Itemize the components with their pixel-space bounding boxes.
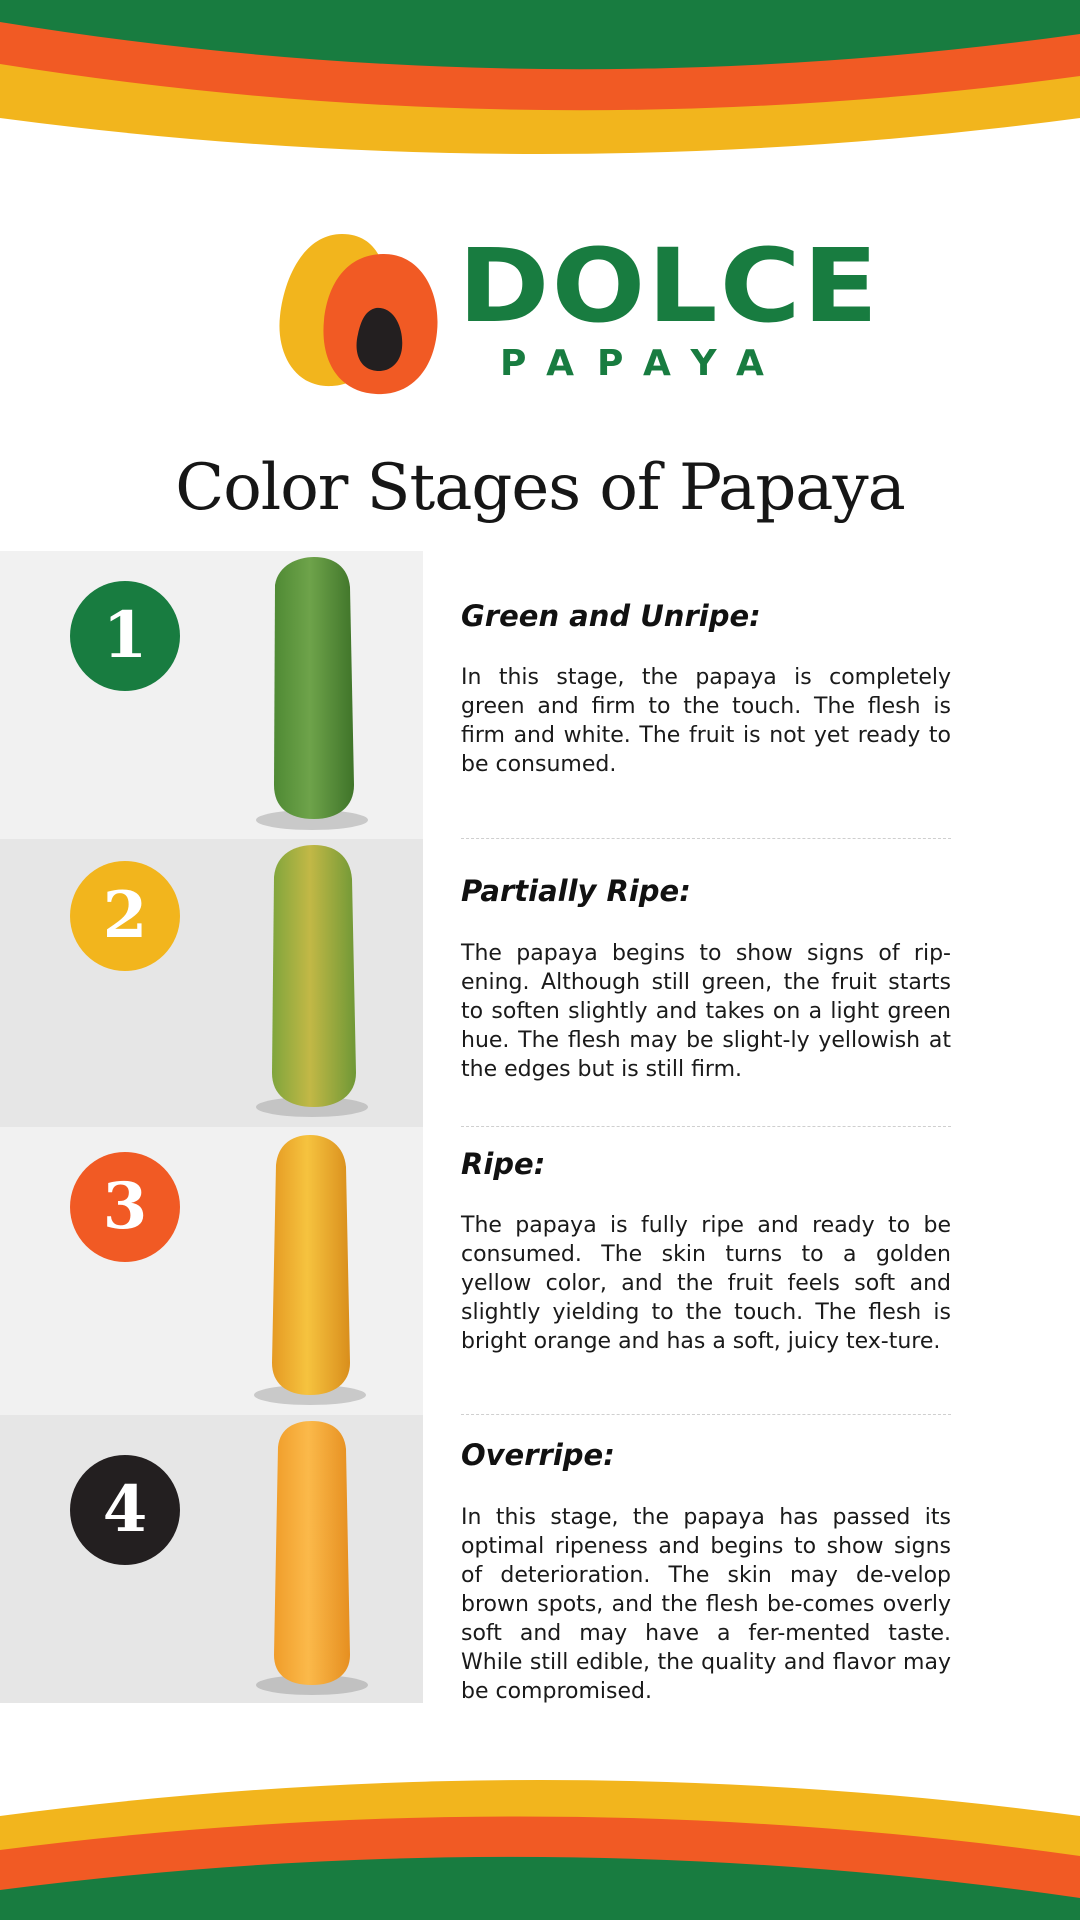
stage-2-title: Partially Ripe:	[461, 874, 691, 908]
page-title: Color Stages of Papaya	[175, 451, 905, 525]
papaya-green-image	[230, 555, 390, 835]
top-wave-banner	[0, 0, 1080, 160]
stage-1-description: In this stage, the papaya is completely green and firm to the touch. The flesh is firm and white. The fruit is not yet ready to be consumed.	[461, 665, 951, 777]
stage-4-number-badge: 4	[70, 1455, 180, 1565]
stage-2-description: The papaya begins to show signs of rip-ening. Although still green, the fruit starts to soften slightly and takes on a light green hue. The flesh may be slight-ly yellowish at the edges but is still firm.	[461, 941, 951, 1082]
brand-logo	[276, 227, 881, 396]
stage-4-title: Overripe:	[461, 1438, 615, 1472]
papaya-partially-ripe-image	[230, 841, 390, 1121]
stage-4	[0, 1415, 1080, 1703]
stage-3	[0, 1127, 1080, 1415]
papaya-ripe-image	[230, 1129, 390, 1409]
stage-1	[0, 551, 1080, 839]
stage-2	[0, 839, 1080, 1127]
stage-2-image-panel	[0, 839, 423, 1127]
stage-1-image-panel	[0, 551, 423, 839]
stage-1-title: Green and Unripe:	[461, 599, 761, 633]
stage-2-number-badge: 2	[70, 861, 180, 971]
stage-3-title: Ripe:	[461, 1147, 546, 1181]
stage-1-number-badge: 1	[70, 581, 180, 691]
brand-subtitle: PAPAYA	[500, 343, 787, 384]
stage-3-description: The papaya is fully ripe and ready to be consumed. The skin turns to a golden yellow color, and the fruit feels soft and slightly yielding to the touch. The flesh is bright orange and has a soft, juicy tex-ture.	[461, 1213, 951, 1354]
stage-4-image-panel	[0, 1415, 423, 1703]
papaya-overripe-image	[230, 1417, 390, 1697]
brand-name: DOLCE	[458, 227, 881, 346]
papaya-logo-icon	[276, 232, 441, 396]
stage-4-description: In this stage, the papaya has passed its optimal ripeness and begins to show signs of deterioration. The skin may de-velop brown spots, and the flesh be-comes overly soft and may have a fer-mented taste. While still edible, the quality and flavor may be compromised.	[461, 1505, 951, 1704]
bottom-wave-banner	[0, 1760, 1080, 1920]
stage-3-image-panel	[0, 1127, 423, 1415]
stage-3-number-badge: 3	[70, 1152, 180, 1262]
